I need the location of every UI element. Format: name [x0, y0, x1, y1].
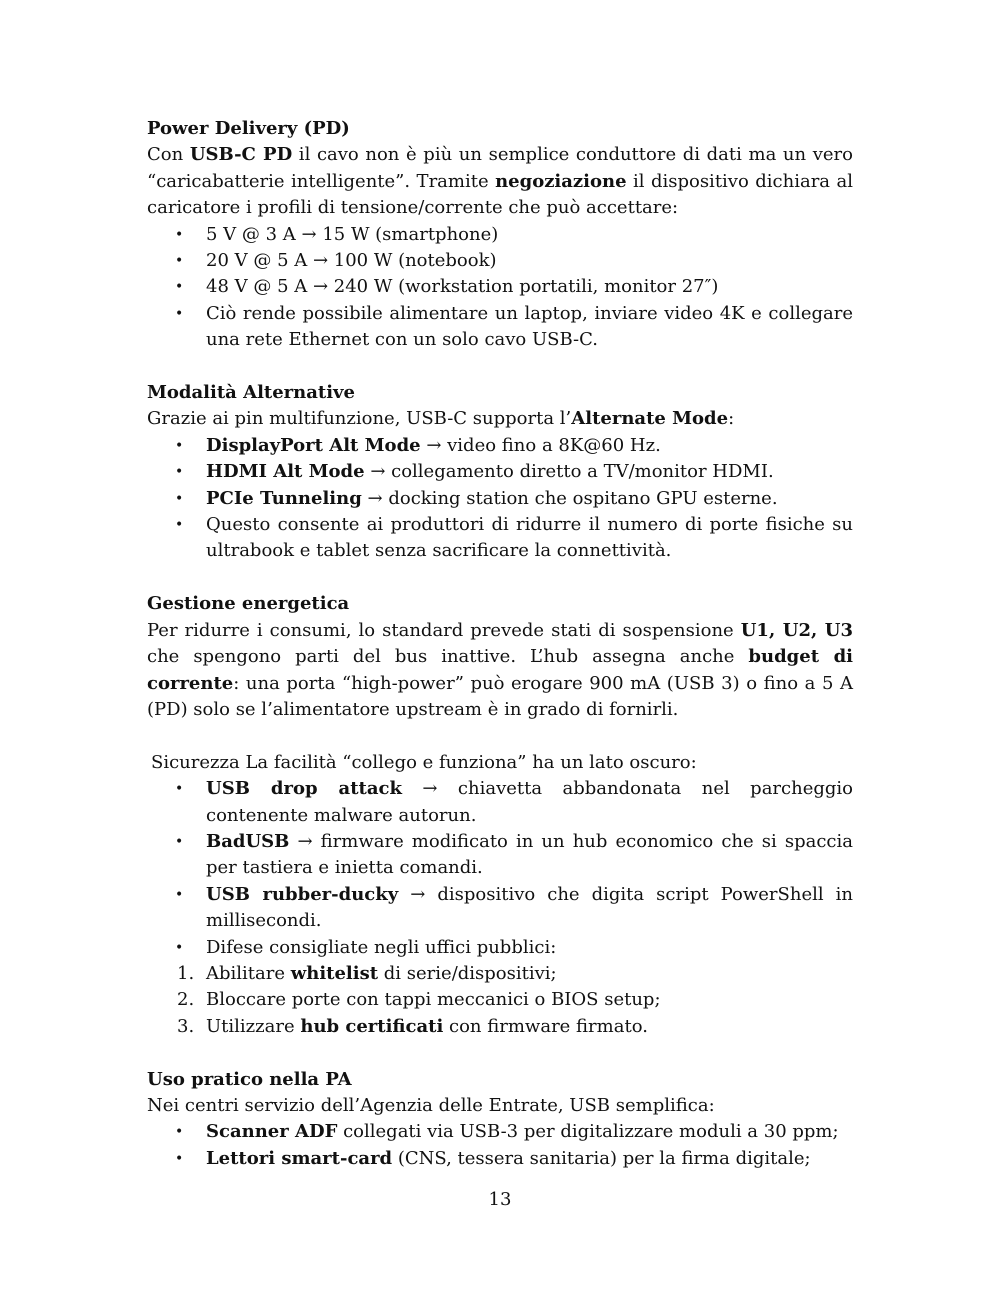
bullet-marker: • [175, 464, 184, 481]
step-text-1: Utilizzare [206, 1015, 301, 1037]
page-content [147, 116, 853, 1172]
pd-bullet-list [147, 222, 853, 354]
alt-intro-bold: Alternate Mode [571, 408, 729, 430]
list-item-text: Difese consigliate negli uffici pubblici: [206, 936, 557, 958]
bullet-marker: • [175, 279, 184, 296]
list-item-text: 20 V @ 5 A → 100 W (notebook) [206, 250, 497, 272]
list-item [147, 274, 853, 300]
numbered-item [147, 961, 853, 987]
energy-text-3: : una porta “high-power” può erogare 900 mA (USB 3) o fino a 5 A (PD) solo se l’alimentatore upstream è in grado di fornirli. [147, 672, 853, 720]
security-bullet-list [147, 776, 853, 961]
bullet-marker: • [175, 517, 184, 534]
section-heading-energy-management: Gestione energetica [147, 593, 350, 615]
spacer [147, 354, 853, 380]
energy-text-1: Per ridurre i consumi, lo standard prevede stati di sospensione [147, 619, 741, 641]
alt-bullet-list [147, 433, 853, 565]
bullet-marker: • [175, 1150, 184, 1167]
list-item-text: (CNS, tessera sanitaria) per la firma digitale; [392, 1147, 811, 1169]
alt-intro-paragraph [147, 406, 853, 432]
numbered-item [147, 987, 853, 1013]
pa-intro-paragraph: Nei centri servizio dell’Agenzia delle Entrate, USB semplifica: [147, 1094, 715, 1116]
bullet-marker: • [175, 305, 184, 322]
list-item [147, 512, 853, 565]
bullet-marker: • [175, 226, 184, 243]
spacer [147, 723, 853, 749]
number-marker: 2. [177, 989, 195, 1011]
list-item [147, 433, 853, 459]
list-item-bold: DisplayPort Alt Mode [206, 434, 421, 456]
step-text-2: di serie/dispositivi; [378, 962, 557, 984]
list-item-text: Ciò rende possibile alimentare un laptop, inviare video 4K e collegare una rete Ethernet con un solo cavo USB-C. [206, 302, 853, 351]
list-item [147, 1119, 853, 1145]
energy-text-2: che spengono parti del bus inattive. L’hub assegna anche [147, 646, 749, 668]
alt-intro-text-1: Grazie ai pin multifunzione, USB-C supporta l’ [147, 408, 572, 430]
list-item-bold: Lettori smart-card [206, 1147, 393, 1169]
list-item-text: → dispositivo che digita script PowerShell in millisecondi. [206, 883, 853, 932]
list-item-text: → video fino a 8K@60 Hz. [420, 434, 661, 456]
list-item [147, 776, 853, 829]
list-item-text: → docking station che ospitano GPU esterne. [361, 487, 778, 509]
energy-bold-budget: budget di corrente [147, 646, 853, 694]
bullet-marker: • [175, 833, 184, 850]
pd-intro-paragraph [147, 142, 853, 221]
list-item [147, 248, 853, 274]
pd-intro-text-3: il dispositivo dichiara al caricatore i profili di tensione/corrente che può accettare: [147, 170, 853, 219]
list-item [147, 935, 853, 961]
security-numbered-list [147, 961, 853, 1040]
bullet-marker: • [175, 939, 184, 956]
bullet-marker: • [175, 886, 184, 903]
list-item-text: collegati via USB-3 per digitalizzare moduli a 30 ppm; [337, 1121, 839, 1143]
list-item-text: Questo consente ai produttori di ridurre il numero di porte fisiche su ultrabook e tablet senza sacrificare la connettività. [206, 514, 853, 562]
section-heading-pa-usage: Uso pratico nella PA [147, 1068, 352, 1090]
list-item-bold: USB drop attack [206, 778, 402, 800]
section-heading-alternate-modes: Modalità Alternative [147, 382, 355, 404]
list-item-bold: BadUSB [206, 830, 290, 852]
energy-bold-states: U1, U2, U3 [740, 619, 854, 641]
list-item-text: → firmware modificato in un hub economico che si spaccia per tastiera e inietta comandi. [206, 830, 853, 879]
numbered-item [147, 1014, 853, 1040]
section-heading-power-delivery: Power Delivery (PD) [147, 118, 350, 139]
list-item-text: 48 V @ 5 A → 240 W (workstation portatili, monitor 27″) [206, 276, 719, 298]
spacer [147, 1040, 853, 1066]
list-item [147, 829, 853, 882]
alt-intro-text-2: : [728, 408, 735, 430]
list-item-bold: PCIe Tunneling [206, 487, 362, 509]
page-number: 13 [488, 1189, 512, 1210]
list-item-text: 5 V @ 3 A → 15 W (smartphone) [206, 223, 499, 245]
spacer [147, 565, 853, 591]
step-bold: whitelist [290, 962, 379, 984]
step-bold: hub certificati [300, 1015, 444, 1037]
security-intro-paragraph: Sicurezza La facilità “collego e funziona” ha un lato oscuro: [151, 751, 697, 773]
list-item [147, 486, 853, 512]
list-item [147, 1146, 853, 1172]
number-marker: 1. [177, 962, 195, 984]
list-item-text: → chiavetta abbandonata nel parcheggio contenente malware autorun. [206, 778, 853, 826]
list-item-text: → collegamento diretto a TV/monitor HDMI. [364, 461, 774, 483]
bullet-marker: • [175, 781, 184, 798]
list-item [147, 222, 853, 248]
bullet-marker: • [175, 1124, 184, 1141]
pd-intro-bold-negoziazione: negoziazione [495, 170, 627, 192]
number-marker: 3. [177, 1015, 195, 1037]
list-item-bold: HDMI Alt Mode [206, 461, 365, 483]
pa-bullet-list [147, 1119, 853, 1172]
list-item [147, 301, 853, 354]
list-item [147, 882, 853, 935]
bullet-marker: • [175, 437, 184, 454]
step-text-2: con firmware firmato. [443, 1015, 648, 1037]
list-item [147, 459, 853, 485]
bullet-marker: • [175, 253, 184, 270]
step-text-1: Bloccare porte con tappi meccanici o BIOS setup; [206, 989, 661, 1011]
pd-intro-text-1: Con [147, 144, 190, 166]
energy-paragraph [147, 618, 853, 724]
pd-intro-bold-usbc-pd: USB-C PD [189, 144, 293, 166]
pd-intro-text-2: il cavo non è più un semplice conduttore di dati ma un vero “caricabatterie intelligente”. Tramite [147, 144, 853, 192]
list-item-bold: USB rubber-ducky [206, 883, 399, 905]
step-text-1: Abilitare [206, 962, 291, 984]
bullet-marker: • [175, 490, 184, 507]
list-item-bold: Scanner ADF [206, 1121, 338, 1143]
